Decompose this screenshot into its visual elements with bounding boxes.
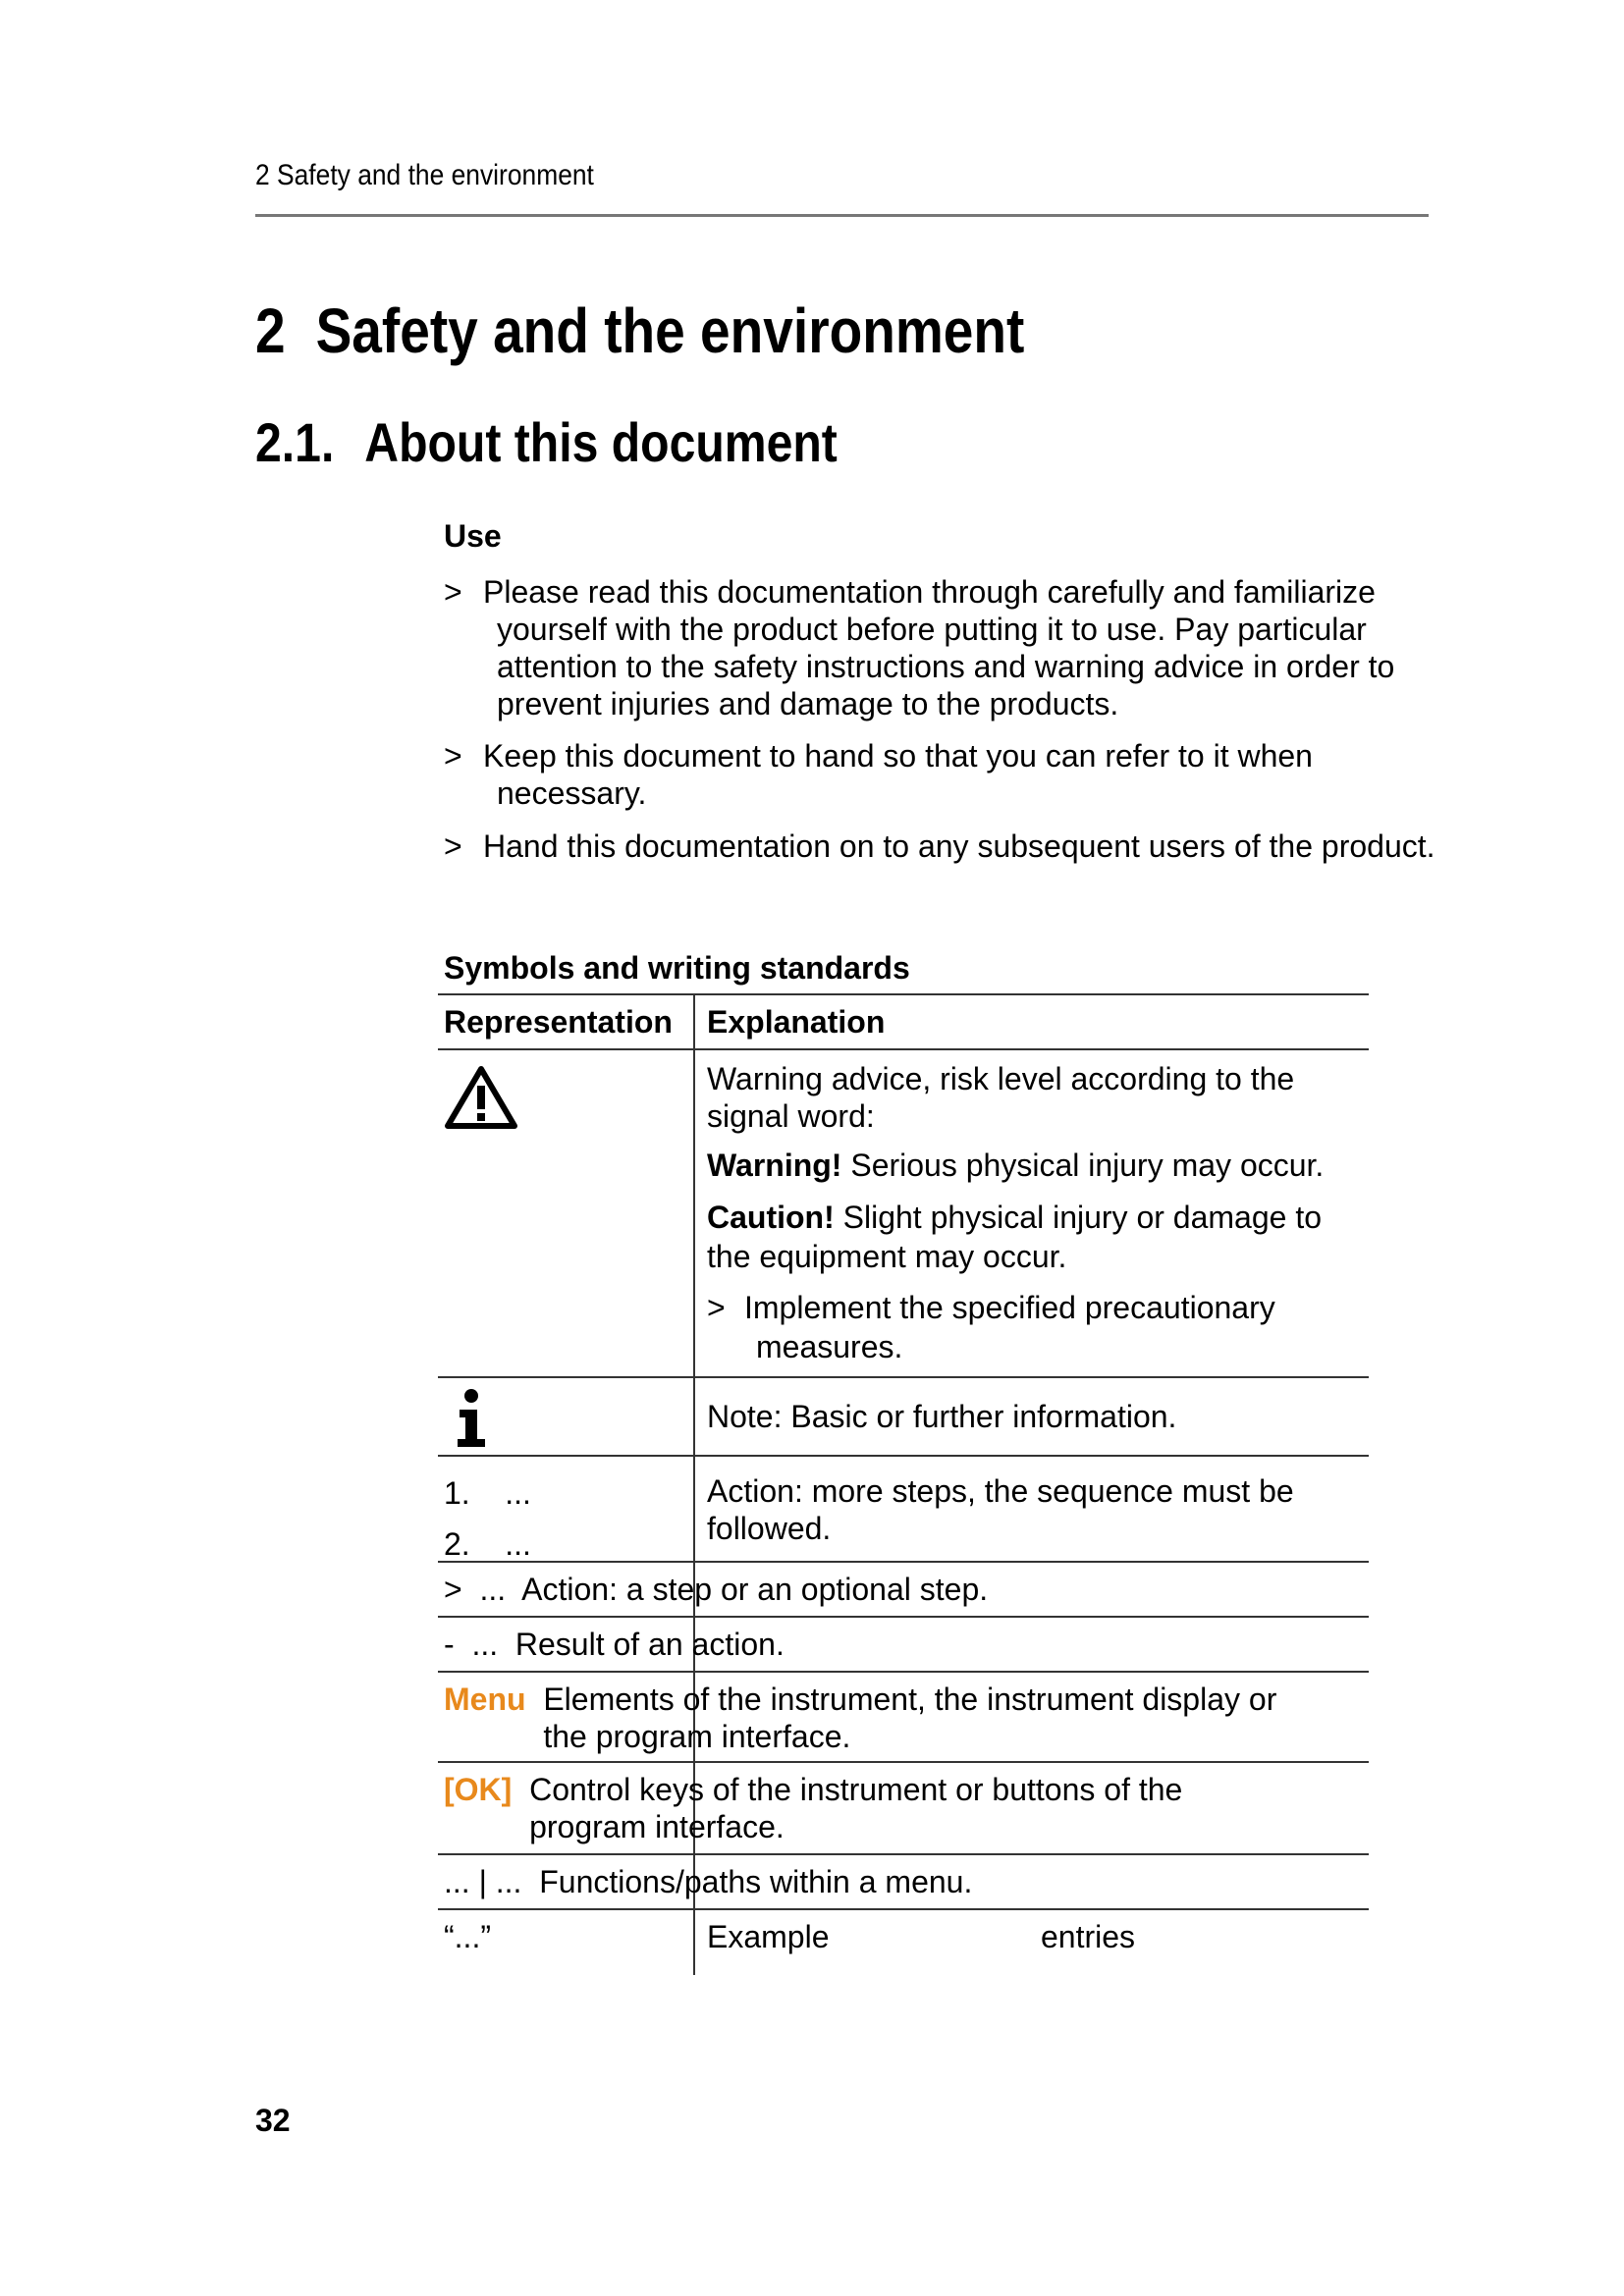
table-rule xyxy=(438,993,1369,995)
optional-step-rep xyxy=(444,1571,988,1608)
use-bullet xyxy=(444,828,1435,865)
caution-text: Slight physical injury or damage to the equipment may occur. xyxy=(707,1200,1322,1274)
chapter-title-text: Safety and the environment xyxy=(315,295,1025,366)
use-bullet xyxy=(444,573,1435,722)
table-rule xyxy=(438,1908,1369,1910)
paths-row xyxy=(444,1863,972,1900)
warning-explanation: Warning advice, risk level according to the signal word: xyxy=(707,1061,1295,1134)
bullet-mark: > xyxy=(444,574,462,610)
bullet-mark: > xyxy=(444,738,462,774)
use-bullet-text: Please read this documentation through carefully and familiarize yourself with the product before putting it to use. Pay particular attention to the safety instructions and warning advice in order to prevent injuries and damage to the products. xyxy=(483,574,1395,721)
menu-symbol: Menu xyxy=(444,1682,526,1717)
use-bullet xyxy=(444,737,1435,812)
chapter-number: 2 xyxy=(255,295,286,366)
symbols-heading: Symbols and writing standards xyxy=(444,950,910,986)
bullet-mark: > xyxy=(444,828,462,864)
table-rule xyxy=(438,1376,1369,1378)
header-divider xyxy=(255,214,1429,217)
column-header-representation: Representation xyxy=(444,1004,673,1040)
steps-explanation: Action: more steps, the sequence must be followed. xyxy=(707,1473,1294,1546)
page-number: 32 xyxy=(255,2103,291,2138)
table-rule xyxy=(438,1761,1369,1763)
warning-label: Warning! xyxy=(707,1148,842,1183)
section-title-text: About this document xyxy=(364,411,838,473)
table-rule xyxy=(438,1671,1369,1673)
steps-rep-2: 2. ... xyxy=(444,1526,531,1562)
ok-explanation: Control keys of the instrument or buttons of the program interface. xyxy=(529,1772,1183,1844)
example-symbol: “...” xyxy=(444,1919,491,1954)
use-bullet-text: Hand this documentation on to any subsequent users of the product. xyxy=(483,828,1435,864)
ok-symbol: [OK] xyxy=(444,1772,513,1807)
warning-step-text: Implement the specified precautionary measures. xyxy=(744,1290,1275,1364)
menu-row xyxy=(444,1681,1367,1755)
result-explanation: Result of an action. xyxy=(514,1627,785,1662)
column-header-explanation: Explanation xyxy=(707,1004,886,1040)
warning-text: Serious physical injury may occur. xyxy=(850,1148,1325,1183)
ok-row xyxy=(444,1771,1367,1845)
chapter-title xyxy=(255,294,1024,367)
steps-rep-1: 1. ... xyxy=(444,1475,531,1511)
warning-triangle-icon xyxy=(444,1064,518,1139)
info-icon xyxy=(452,1388,491,1457)
use-heading: Use xyxy=(444,518,502,554)
paths-explanation: Functions/paths within a menu. xyxy=(539,1864,973,1899)
warning-level-line xyxy=(707,1147,1361,1184)
caution-label: Caution! xyxy=(707,1200,835,1235)
running-header: 2 Safety and the environment xyxy=(255,159,594,191)
optional-step-explanation: Action: a step or an optional step. xyxy=(521,1572,989,1607)
result-symbol: - ... xyxy=(444,1627,499,1662)
table-rule xyxy=(438,1048,1369,1050)
section-title xyxy=(255,410,838,474)
table-rule xyxy=(438,1455,1369,1457)
use-bullet-text: Keep this document to hand so that you can refer to it when necessary. xyxy=(483,738,1313,811)
table-rule xyxy=(438,1616,1369,1618)
example-explanation: Example xyxy=(707,1919,830,1954)
table-rule xyxy=(438,1561,1369,1563)
warning-step xyxy=(707,1288,1361,1366)
step-mark: > xyxy=(707,1290,726,1325)
caution-level-line xyxy=(707,1198,1361,1276)
table-rule xyxy=(438,1853,1369,1855)
note-explanation: Note: Basic or further information. xyxy=(707,1399,1177,1434)
optional-step-symbol: > ... xyxy=(444,1572,507,1607)
menu-explanation: Elements of the instrument, the instrument display or the program interface. xyxy=(543,1682,1277,1754)
section-number: 2.1. xyxy=(255,411,335,473)
result-rep xyxy=(444,1626,785,1663)
paths-symbol: ... | ... xyxy=(444,1864,522,1899)
example-explanation-2: entries xyxy=(1041,1919,1136,1954)
